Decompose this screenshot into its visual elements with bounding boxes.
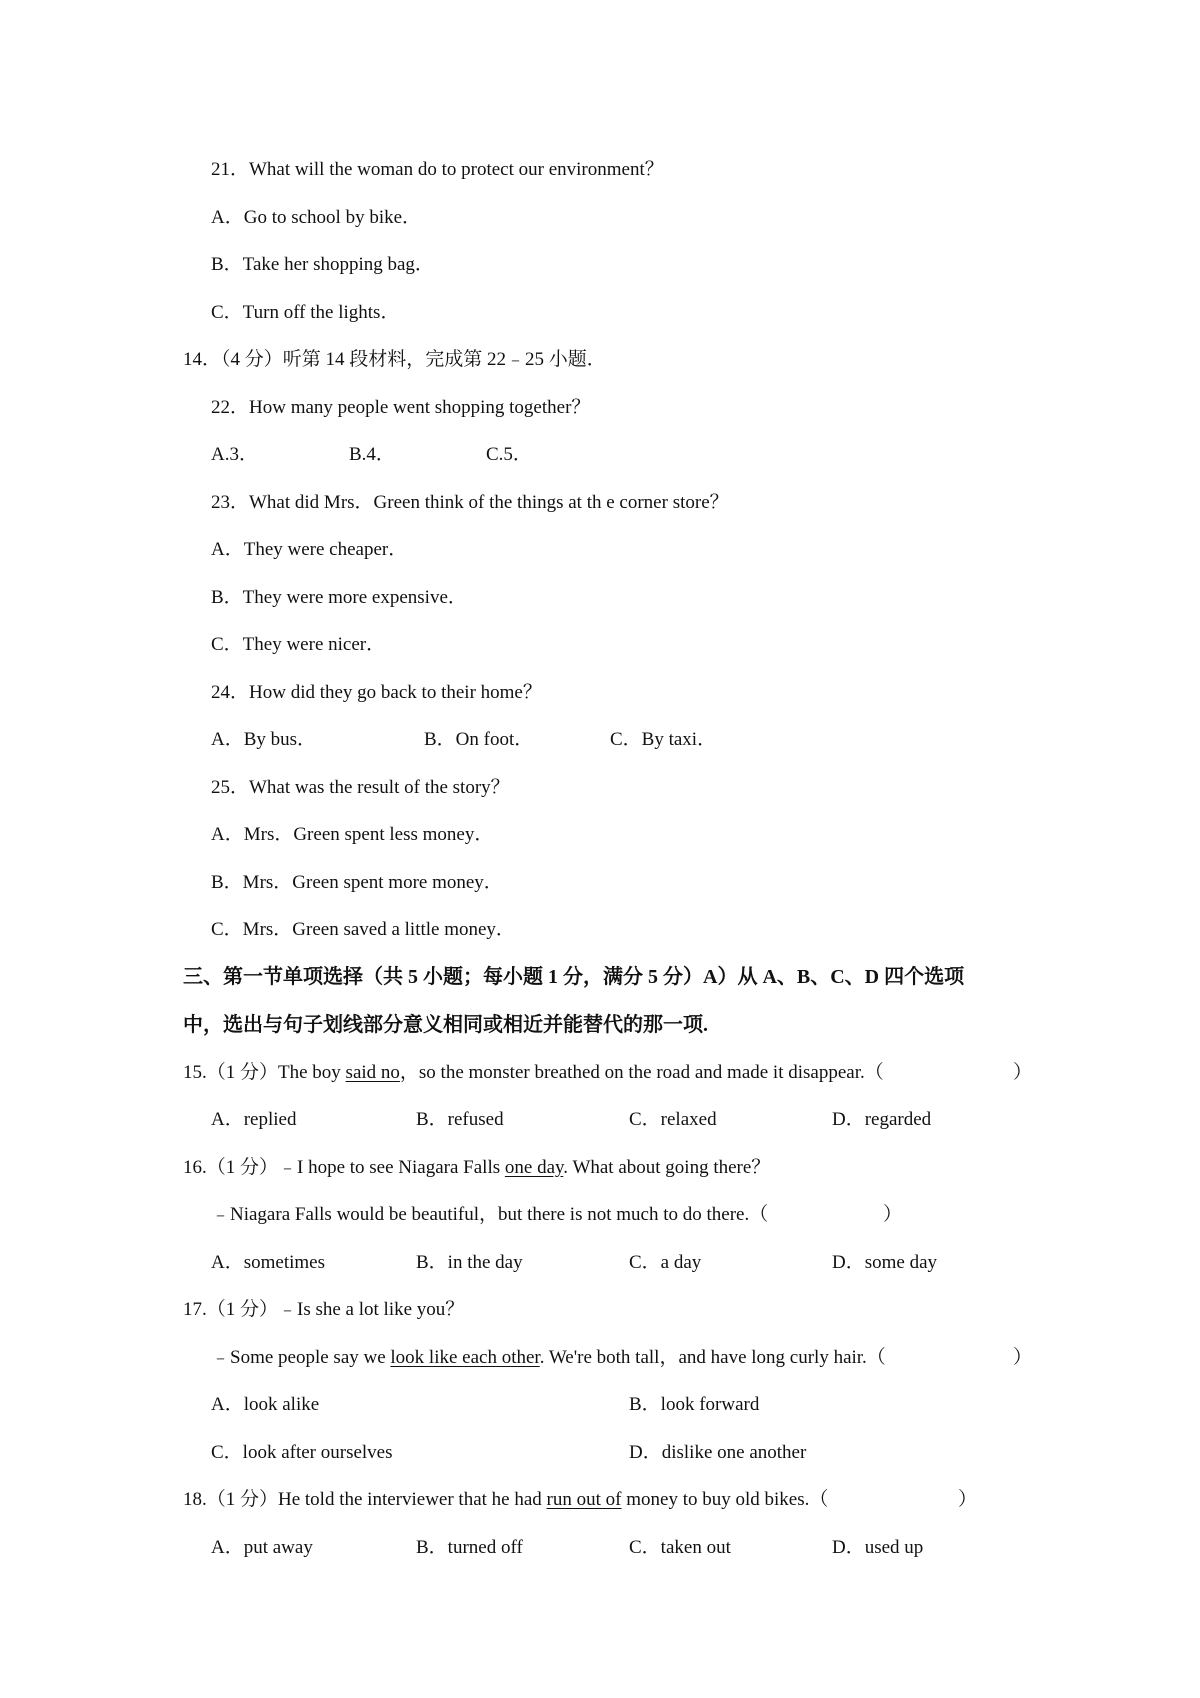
q16-line2: ﹣Niagara Falls would be beautiful，but there is not much to do there.（	[211, 1204, 769, 1225]
q22-option-c: C.5．	[486, 444, 532, 465]
q16-underlined-phrase: one day	[504, 1157, 564, 1178]
q24-option-c: C．By taxi．	[610, 729, 717, 750]
q16-answer-paren-close: ）	[883, 1204, 903, 1225]
q17-option-a: A．look alike	[211, 1394, 320, 1415]
question-23: 23．What did Mrs．Green think of the things at th e corner store？	[211, 492, 729, 513]
q16-option-c: C．a day	[629, 1252, 702, 1273]
q17-option-b: B．look forward	[629, 1394, 760, 1415]
question-17: 17.（1 分）﹣Is she a lot like you？	[183, 1299, 465, 1320]
q15-text-post: ，so the monster breathed on the road and made it disappear.（	[399, 1062, 884, 1083]
q16-option-d: D．some day	[832, 1252, 938, 1273]
q16-option-a: A．sometimes	[211, 1252, 325, 1273]
question-16	[183, 1156, 770, 1180]
q16-option-b: B．in the day	[416, 1252, 523, 1273]
question-21: 21．What will the woman do to protect our environment？	[211, 159, 664, 180]
q18-option-a: A．put away	[211, 1537, 313, 1558]
question-24: 24．How did they go back to their home？	[211, 682, 542, 703]
section-3-heading-line1: 三、第一节单项选择（共 5 小题；每小题 1 分，满分 5 分）A）从 A、B、C、D 四个选项	[183, 966, 965, 988]
q18-option-c: C．taken out	[629, 1537, 731, 1558]
q17-line2	[211, 1346, 886, 1370]
q15-option-a: A．replied	[211, 1109, 297, 1130]
question-18	[183, 1488, 828, 1512]
q25-option-c: C．Mrs．Green saved a little money．	[211, 919, 515, 940]
section-14-heading: 14．（4 分）听第 14 段材料，完成第 22﹣25 小题．	[183, 349, 606, 370]
q17-text-pre: ﹣Some people say we	[211, 1347, 391, 1368]
q18-text-post: money to buy old bikes.（	[621, 1489, 829, 1510]
q18-underlined-phrase: run out of	[546, 1489, 622, 1510]
q21-option-c: C．Turn off the lights．	[211, 302, 400, 323]
q16-text-pre: 16.（1 分）﹣I hope to see Niagara Falls	[183, 1157, 505, 1178]
q22-option-b: B.4．	[349, 444, 395, 465]
q15-text-pre: 15.（1 分）The boy	[183, 1062, 346, 1083]
q23-option-a: A．They were cheaper．	[211, 539, 408, 560]
q25-option-a: A．Mrs．Green spent less money．	[211, 824, 494, 845]
q24-option-a: A．By bus．	[211, 729, 317, 750]
q21-option-a: A．Go to school by bike．	[211, 207, 422, 228]
q18-text-pre: 18.（1 分）He told the interviewer that he had	[183, 1489, 547, 1510]
q17-option-c: C．look after ourselves	[211, 1442, 393, 1463]
q15-option-d: D．regarded	[832, 1109, 932, 1130]
question-15	[183, 1061, 884, 1085]
q15-underlined-phrase: said no	[345, 1062, 400, 1083]
question-25: 25．What was the result of the story？	[211, 777, 510, 798]
q15-answer-paren-close: ）	[1013, 1062, 1033, 1083]
q18-option-b: B．turned off	[416, 1537, 523, 1558]
q17-answer-paren-close: ）	[1013, 1347, 1033, 1368]
q15-option-b: B．refused	[416, 1109, 504, 1130]
q17-text-post: . We're both tall，and have long curly hair.（	[539, 1347, 886, 1368]
q16-text-post: . What about going there？	[563, 1157, 771, 1178]
q17-underlined-phrase: look like each other	[390, 1347, 540, 1368]
q24-option-b: B．On foot．	[424, 729, 534, 750]
q17-option-d: D．dislike one another	[629, 1442, 807, 1463]
q15-option-c: C．relaxed	[629, 1109, 717, 1130]
q23-option-c: C．They were nicer．	[211, 634, 386, 655]
q21-option-b: B．Take her shopping bag．	[211, 254, 434, 275]
q18-answer-paren-close: ）	[958, 1489, 978, 1510]
question-22: 22．How many people went shopping together？	[211, 397, 591, 418]
q22-option-a: A.3．	[211, 444, 258, 465]
section-3-heading-line2: 中，选出与句子划线部分意义相同或相近并能替代的那一项.	[183, 1014, 708, 1036]
q18-option-d: D．used up	[832, 1537, 924, 1558]
q25-option-b: B．Mrs．Green spent more money．	[211, 872, 503, 893]
q23-option-b: B．They were more expensive．	[211, 587, 467, 608]
